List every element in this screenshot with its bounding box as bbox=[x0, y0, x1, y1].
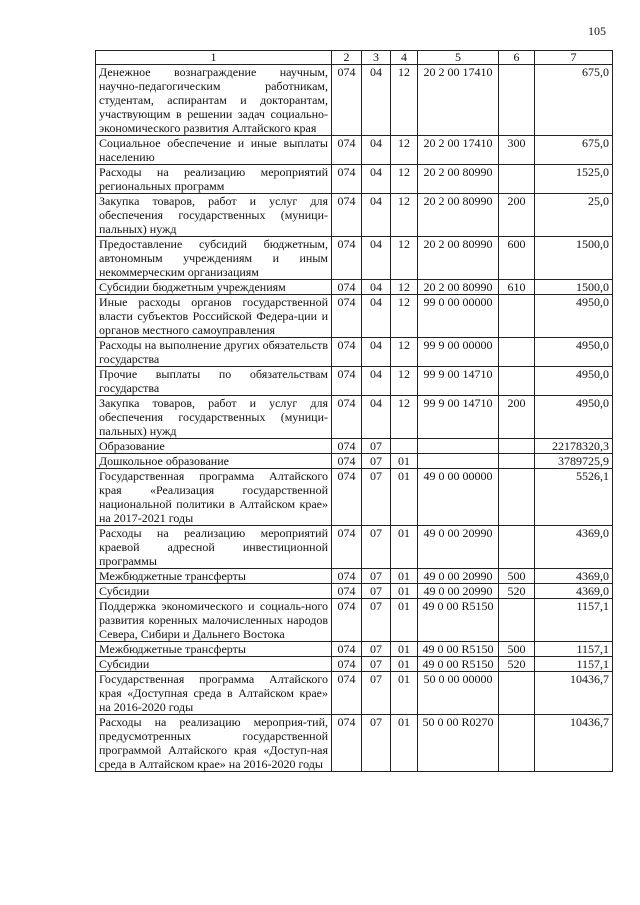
section-code-cell: 07 bbox=[362, 672, 391, 715]
table-row bbox=[96, 672, 613, 715]
page-number: 105 bbox=[588, 24, 606, 38]
target-article-cell: 20 2 00 17410 bbox=[418, 65, 499, 136]
subsection-code-cell: 01 bbox=[391, 569, 418, 584]
admin-code-cell: 074 bbox=[332, 194, 362, 237]
expense-type-cell bbox=[499, 599, 535, 642]
expense-type-cell: 600 bbox=[499, 237, 535, 280]
admin-code-cell: 074 bbox=[332, 715, 362, 772]
subsection-code-cell: 12 bbox=[391, 295, 418, 338]
table-row bbox=[96, 469, 613, 526]
admin-code-cell: 074 bbox=[332, 165, 362, 194]
table-header-row bbox=[96, 51, 613, 65]
target-article-cell: 49 0 00 20990 bbox=[418, 526, 499, 569]
amount-cell: 4950,0 bbox=[535, 396, 613, 439]
target-article-cell: 20 2 00 80990 bbox=[418, 280, 499, 295]
row-name-cell: Межбюджетные трансферты bbox=[96, 642, 332, 657]
row-name-cell: Дошкольное образование bbox=[96, 454, 332, 469]
amount-cell: 1500,0 bbox=[535, 280, 613, 295]
subsection-code-cell: 12 bbox=[391, 136, 418, 165]
subsection-code-cell: 01 bbox=[391, 584, 418, 599]
header-cell: 4 bbox=[391, 51, 418, 65]
subsection-code-cell: 01 bbox=[391, 469, 418, 526]
subsection-code-cell: 12 bbox=[391, 65, 418, 136]
section-code-cell: 04 bbox=[362, 65, 391, 136]
budget-table bbox=[95, 50, 613, 772]
amount-cell: 1157,1 bbox=[535, 599, 613, 642]
table-row bbox=[96, 657, 613, 672]
subsection-code-cell bbox=[391, 439, 418, 454]
admin-code-cell: 074 bbox=[332, 136, 362, 165]
target-article-cell: 49 0 00 20990 bbox=[418, 569, 499, 584]
amount-cell: 4369,0 bbox=[535, 526, 613, 569]
table-row bbox=[96, 396, 613, 439]
admin-code-cell: 074 bbox=[332, 367, 362, 396]
target-article-cell: 49 0 00 R5150 bbox=[418, 657, 499, 672]
section-code-cell: 07 bbox=[362, 642, 391, 657]
section-code-cell: 04 bbox=[362, 338, 391, 367]
expense-type-cell bbox=[499, 338, 535, 367]
table-row bbox=[96, 715, 613, 772]
table-row bbox=[96, 526, 613, 569]
admin-code-cell: 074 bbox=[332, 280, 362, 295]
expense-type-cell: 300 bbox=[499, 136, 535, 165]
target-article-cell: 20 2 00 80990 bbox=[418, 194, 499, 237]
amount-cell: 1157,1 bbox=[535, 657, 613, 672]
subsection-code-cell: 12 bbox=[391, 338, 418, 367]
admin-code-cell: 074 bbox=[332, 657, 362, 672]
section-code-cell: 07 bbox=[362, 715, 391, 772]
row-name-cell: Субсидии bbox=[96, 657, 332, 672]
subsection-code-cell: 01 bbox=[391, 715, 418, 772]
header-cell: 2 bbox=[332, 51, 362, 65]
admin-code-cell: 074 bbox=[332, 584, 362, 599]
amount-cell: 5526,1 bbox=[535, 469, 613, 526]
subsection-code-cell: 01 bbox=[391, 599, 418, 642]
row-name-cell: Государственная программа Алтайского края «Доступная среда в Алтайском крае» на 2016-2020 годы bbox=[96, 672, 332, 715]
table-row bbox=[96, 165, 613, 194]
row-name-cell: Денежное вознаграждение научным, научно-педагогическим работникам, студентам, аспирантам и докторантам, участвующим в решении задач социально-экономического развития Алтайского края bbox=[96, 65, 332, 136]
table-row bbox=[96, 367, 613, 396]
table-row bbox=[96, 584, 613, 599]
section-code-cell: 07 bbox=[362, 439, 391, 454]
table-row bbox=[96, 599, 613, 642]
amount-cell: 675,0 bbox=[535, 136, 613, 165]
target-article-cell: 49 0 00 R5150 bbox=[418, 599, 499, 642]
table-row bbox=[96, 569, 613, 584]
row-name-cell: Расходы на реализацию мероприятий краевой адресной инвестиционной программы bbox=[96, 526, 332, 569]
expense-type-cell bbox=[499, 454, 535, 469]
table-row bbox=[96, 65, 613, 136]
admin-code-cell: 074 bbox=[332, 672, 362, 715]
admin-code-cell: 074 bbox=[332, 65, 362, 136]
section-code-cell: 04 bbox=[362, 295, 391, 338]
table-row bbox=[96, 237, 613, 280]
amount-cell: 3789725,9 bbox=[535, 454, 613, 469]
target-article-cell: 20 2 00 80990 bbox=[418, 237, 499, 280]
subsection-code-cell: 01 bbox=[391, 454, 418, 469]
section-code-cell: 07 bbox=[362, 526, 391, 569]
admin-code-cell: 074 bbox=[332, 396, 362, 439]
amount-cell: 10436,7 bbox=[535, 672, 613, 715]
table-row bbox=[96, 642, 613, 657]
amount-cell: 1500,0 bbox=[535, 237, 613, 280]
target-article-cell: 99 0 00 00000 bbox=[418, 295, 499, 338]
section-code-cell: 04 bbox=[362, 396, 391, 439]
target-article-cell bbox=[418, 439, 499, 454]
admin-code-cell: 074 bbox=[332, 569, 362, 584]
row-name-cell: Социальное обеспечение и иные выплаты населению bbox=[96, 136, 332, 165]
subsection-code-cell: 12 bbox=[391, 280, 418, 295]
admin-code-cell: 074 bbox=[332, 599, 362, 642]
section-code-cell: 04 bbox=[362, 136, 391, 165]
admin-code-cell: 074 bbox=[332, 295, 362, 338]
amount-cell: 4950,0 bbox=[535, 367, 613, 396]
row-name-cell: Прочие выплаты по обязательствам государства bbox=[96, 367, 332, 396]
section-code-cell: 07 bbox=[362, 657, 391, 672]
expense-type-cell: 200 bbox=[499, 396, 535, 439]
section-code-cell: 04 bbox=[362, 165, 391, 194]
subsection-code-cell: 01 bbox=[391, 657, 418, 672]
subsection-code-cell: 12 bbox=[391, 237, 418, 280]
subsection-code-cell: 12 bbox=[391, 396, 418, 439]
row-name-cell: Межбюджетные трансферты bbox=[96, 569, 332, 584]
table-row bbox=[96, 454, 613, 469]
row-name-cell: Поддержка экономического и социаль-ного развития коренных малочисленных народов Севера, Сибири и Дальнего Востока bbox=[96, 599, 332, 642]
row-name-cell: Субсидии бюджетным учреждениям bbox=[96, 280, 332, 295]
expense-type-cell bbox=[499, 65, 535, 136]
row-name-cell: Предоставление субсидий бюджетным, автономным учреждениям и иным некоммерческим организациям bbox=[96, 237, 332, 280]
row-name-cell: Расходы на реализацию мероприятий региональных программ bbox=[96, 165, 332, 194]
target-article-cell: 49 0 00 00000 bbox=[418, 469, 499, 526]
target-article-cell: 99 9 00 14710 bbox=[418, 367, 499, 396]
subsection-code-cell: 12 bbox=[391, 367, 418, 396]
row-name-cell: Государственная программа Алтайского края «Реализация государственной национальной политики в Алтайском крае» на 2017-2021 годы bbox=[96, 469, 332, 526]
subsection-code-cell: 01 bbox=[391, 672, 418, 715]
expense-type-cell bbox=[499, 295, 535, 338]
amount-cell: 1157,1 bbox=[535, 642, 613, 657]
target-article-cell bbox=[418, 454, 499, 469]
amount-cell: 1525,0 bbox=[535, 165, 613, 194]
expense-type-cell bbox=[499, 469, 535, 526]
expense-type-cell: 500 bbox=[499, 569, 535, 584]
admin-code-cell: 074 bbox=[332, 454, 362, 469]
section-code-cell: 04 bbox=[362, 237, 391, 280]
table-row bbox=[96, 194, 613, 237]
header-cell: 1 bbox=[96, 51, 332, 65]
section-code-cell: 07 bbox=[362, 584, 391, 599]
admin-code-cell: 074 bbox=[332, 469, 362, 526]
section-code-cell: 04 bbox=[362, 280, 391, 295]
target-article-cell: 99 9 00 14710 bbox=[418, 396, 499, 439]
row-name-cell: Субсидии bbox=[96, 584, 332, 599]
subsection-code-cell: 12 bbox=[391, 165, 418, 194]
table-body bbox=[96, 65, 613, 772]
target-article-cell: 50 0 00 00000 bbox=[418, 672, 499, 715]
admin-code-cell: 074 bbox=[332, 642, 362, 657]
table-row bbox=[96, 439, 613, 454]
amount-cell: 4950,0 bbox=[535, 295, 613, 338]
admin-code-cell: 074 bbox=[332, 338, 362, 367]
section-code-cell: 07 bbox=[362, 599, 391, 642]
expense-type-cell bbox=[499, 526, 535, 569]
subsection-code-cell: 01 bbox=[391, 526, 418, 569]
row-name-cell: Расходы на реализацию мероприя-тий, предусмотренных государственной программой Алтайского края «Доступ-ная среда в Алтайском крае» на 2016-2020 годы bbox=[96, 715, 332, 772]
expense-type-cell: 520 bbox=[499, 657, 535, 672]
target-article-cell: 50 0 00 R0270 bbox=[418, 715, 499, 772]
row-name-cell: Расходы на выполнение других обязательств государства bbox=[96, 338, 332, 367]
table-row bbox=[96, 136, 613, 165]
amount-cell: 10436,7 bbox=[535, 715, 613, 772]
header-cell: 3 bbox=[362, 51, 391, 65]
admin-code-cell: 074 bbox=[332, 237, 362, 280]
target-article-cell: 49 0 00 R5150 bbox=[418, 642, 499, 657]
expense-type-cell bbox=[499, 165, 535, 194]
amount-cell: 675,0 bbox=[535, 65, 613, 136]
header-cell: 5 bbox=[418, 51, 499, 65]
expense-type-cell bbox=[499, 367, 535, 396]
table-row bbox=[96, 338, 613, 367]
subsection-code-cell: 12 bbox=[391, 194, 418, 237]
expense-type-cell: 610 bbox=[499, 280, 535, 295]
amount-cell: 4369,0 bbox=[535, 584, 613, 599]
target-article-cell: 99 9 00 00000 bbox=[418, 338, 499, 367]
section-code-cell: 04 bbox=[362, 367, 391, 396]
row-name-cell: Образование bbox=[96, 439, 332, 454]
header-cell: 7 bbox=[535, 51, 613, 65]
expense-type-cell: 520 bbox=[499, 584, 535, 599]
target-article-cell: 49 0 00 20990 bbox=[418, 584, 499, 599]
target-article-cell: 20 2 00 80990 bbox=[418, 165, 499, 194]
table-row bbox=[96, 295, 613, 338]
subsection-code-cell: 01 bbox=[391, 642, 418, 657]
table-row bbox=[96, 280, 613, 295]
expense-type-cell bbox=[499, 672, 535, 715]
admin-code-cell: 074 bbox=[332, 526, 362, 569]
amount-cell: 4950,0 bbox=[535, 338, 613, 367]
row-name-cell: Иные расходы органов государственной власти субъектов Российской Федера-ции и органов местного самоуправления bbox=[96, 295, 332, 338]
section-code-cell: 07 bbox=[362, 469, 391, 526]
section-code-cell: 07 bbox=[362, 454, 391, 469]
target-article-cell: 20 2 00 17410 bbox=[418, 136, 499, 165]
admin-code-cell: 074 bbox=[332, 439, 362, 454]
row-name-cell: Закупка товаров, работ и услуг для обеспечения государственных (муници-пальных) нужд bbox=[96, 194, 332, 237]
section-code-cell: 04 bbox=[362, 194, 391, 237]
expense-type-cell: 200 bbox=[499, 194, 535, 237]
amount-cell: 4369,0 bbox=[535, 569, 613, 584]
expense-type-cell: 500 bbox=[499, 642, 535, 657]
expense-type-cell bbox=[499, 715, 535, 772]
row-name-cell: Закупка товаров, работ и услуг для обеспечения государственных (муници-пальных) нужд bbox=[96, 396, 332, 439]
amount-cell: 25,0 bbox=[535, 194, 613, 237]
section-code-cell: 07 bbox=[362, 569, 391, 584]
header-cell: 6 bbox=[499, 51, 535, 65]
amount-cell: 22178320,3 bbox=[535, 439, 613, 454]
expense-type-cell bbox=[499, 439, 535, 454]
